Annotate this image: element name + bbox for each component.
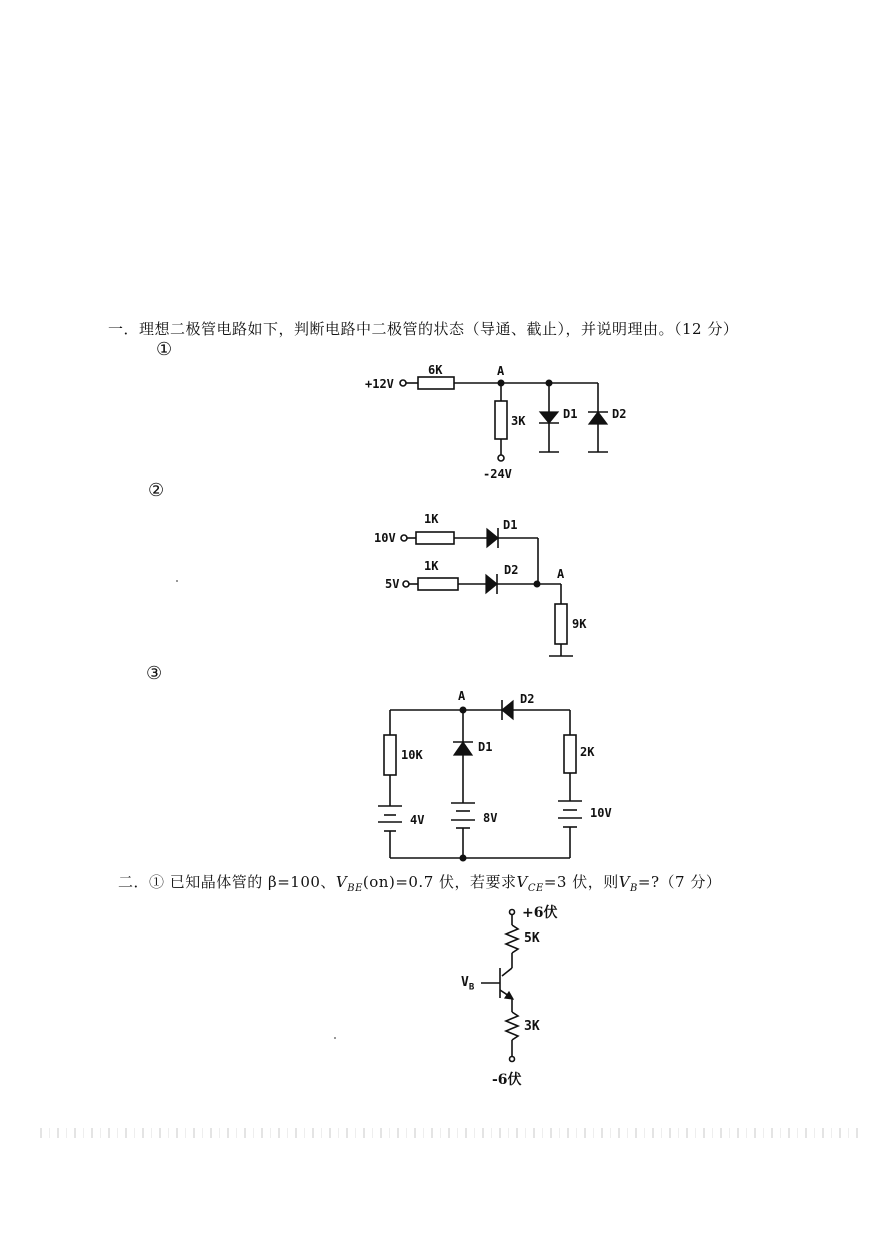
c2-src1-label: 10V [374, 531, 396, 545]
q2-top-label: +6伏 [522, 905, 558, 921]
c2-node-label: A [557, 567, 565, 581]
q2-top-terminal [510, 910, 515, 915]
q2-vce-symbol: V [516, 873, 528, 891]
c2-resistor-9k [555, 604, 567, 644]
c1-diode-d1 [540, 412, 558, 423]
c2-src2-label: 5V [385, 577, 400, 591]
q2-vce-sub: CE [527, 883, 544, 894]
sub-question-1-mark: ① [156, 339, 173, 360]
c3-b-right-label: 10V [590, 806, 612, 820]
c3-b-mid-label: 8V [483, 811, 498, 825]
sub-question-3-mark: ③ [146, 663, 163, 684]
c3-bottom-node [460, 855, 467, 862]
c2-src2-terminal [403, 581, 409, 587]
q2-vce-rest: =3 伏，则 [543, 873, 619, 891]
q2-bottom-label: -6伏 [492, 1072, 522, 1088]
q2-base-symbol: V [461, 975, 469, 990]
c1-bottom-terminal [498, 455, 504, 461]
c3-resistor-2k [564, 735, 576, 773]
q2-prefix: 二．① 已知晶体管的 β=100、 [118, 873, 336, 891]
c2-node-a [534, 581, 541, 588]
c3-diode-d2 [502, 701, 513, 719]
q2-re-label: 3K [524, 1019, 540, 1034]
circuit-1 [365, 363, 626, 481]
circuit-q2 [481, 910, 518, 1062]
c2-d1-label: D1 [503, 518, 518, 532]
scan-speck [176, 580, 178, 582]
q2-resistor-re [506, 1012, 518, 1040]
circuit-2 [374, 512, 587, 656]
circuit-3 [378, 689, 612, 862]
c1-d2-label: D2 [612, 407, 627, 421]
c3-d1-label: D1 [478, 740, 493, 754]
c1-bottom-label: -24V [483, 467, 512, 481]
c3-resistor-10k [384, 735, 396, 775]
q2-base-sub: B [468, 982, 475, 993]
c1-r-series-label: 6K [428, 363, 443, 377]
c1-node-label: A [497, 364, 505, 378]
c3-d2-label: D2 [520, 692, 535, 706]
q2-bottom-terminal [510, 1057, 515, 1062]
q2-vb-symbol: V [618, 873, 631, 891]
c1-r-down-label: 3K [511, 414, 526, 428]
c2-r1-label: 1K [424, 512, 439, 526]
c1-d1-label: D1 [563, 407, 578, 421]
q2-rc-label: 5K [524, 931, 540, 946]
scan-noise-band [40, 1128, 860, 1138]
q2-base-label [461, 975, 474, 993]
c1-resistor-6k [418, 377, 454, 389]
c2-resistor-r2 [418, 578, 458, 590]
question-2-title [118, 871, 721, 894]
question-1-title: 一．理想二极管电路如下，判断电路中二极管的状态（导通、截止），并说明理由。（12 分） [108, 320, 739, 338]
c2-d2-label: D2 [504, 563, 519, 577]
c1-resistor-3k [495, 401, 507, 439]
q2-resistor-rc [506, 925, 518, 953]
c1-diode-d2 [589, 412, 607, 424]
q2-vbe-symbol: V [335, 873, 348, 891]
c2-r2-label: 1K [424, 559, 439, 573]
scan-speck [334, 1037, 336, 1039]
sub-question-2-mark: ② [148, 480, 165, 501]
c2-diode-d2 [486, 575, 497, 593]
c3-b-left-label: 4V [410, 813, 425, 827]
c3-r-left-label: 10K [401, 748, 423, 762]
c2-src1-terminal [401, 535, 407, 541]
c3-node-label: A [458, 689, 466, 703]
q2-vbe-rest: (on)=0.7 伏，若要求 [362, 873, 517, 891]
c2-rload-label: 9K [572, 617, 587, 631]
c2-resistor-r1 [416, 532, 454, 544]
c3-diode-d1 [454, 742, 472, 755]
q2-suffix: =?（7 分） [637, 873, 722, 891]
c2-diode-d1 [487, 529, 498, 547]
c3-r-right-label: 2K [580, 745, 595, 759]
q2-vbe-sub: BE [347, 883, 363, 894]
c1-source-terminal [400, 380, 406, 386]
c1-source-label: +12V [365, 377, 394, 391]
q2-vb-sub: B [630, 883, 638, 894]
